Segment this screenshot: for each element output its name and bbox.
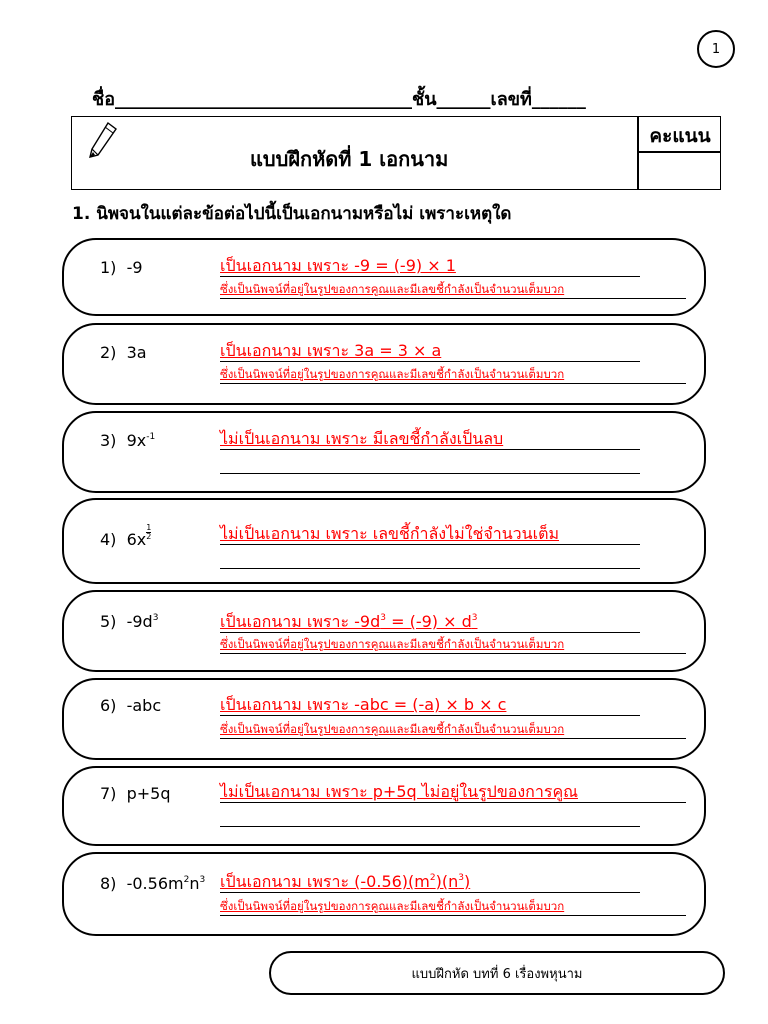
page-number: 1 <box>697 30 735 68</box>
answer-line: ไม่เป็นเอกนาม เพราะ เลขชี้กำลังไม่ใช่จำนวนเต็ม <box>220 524 640 545</box>
worksheet-header <box>71 116 721 190</box>
answer-item <box>62 590 706 672</box>
question-text: 1. นิพจนในแต่ละข้อต่อไปนี้เป็นเอกนามหรือไม่ เพราะเหตุใด <box>72 204 512 224</box>
reason-line: ซึ่งเป็นนิพจน์ที่อยู่ในรูปของการคูณและมีเลขชี้กำลังเป็นจำนวนเต็มบวก <box>220 898 686 916</box>
item-expression: 4) 6x $\frac{1}{2}$ <box>100 523 152 549</box>
reason-line: ซึ่งเป็นนิพจน์ที่อยู่ในรูปของการคูณและมีเลขชี้กำลังเป็นจำนวนเต็มบวก <box>220 721 686 739</box>
answer-line: ไม่เป็นเอกนาม เพราะ มีเลขชี้กำลังเป็นลบ <box>220 429 640 450</box>
answer-item <box>62 323 706 405</box>
answer-line: เป็นเอกนาม เพราะ -9 = (-9) × 1 <box>220 256 640 277</box>
item-expression: 2) 3a <box>100 343 147 362</box>
header-divider <box>637 117 639 189</box>
worksheet-title: แบบฝึกหัดที่ 1 เอกนาม <box>250 147 449 171</box>
answer-line: ไม่เป็นเอกนาม เพราะ p+5q ไม่อยู่ในรูปของการคูณ <box>220 782 686 803</box>
answer-line: เป็นเอกนาม เพราะ $-9d^3 = (-9) \times d^3$ <box>220 612 640 633</box>
answer-item <box>62 498 706 584</box>
score-divider <box>637 151 721 153</box>
answer-item <box>62 411 706 493</box>
fraction-exponent: $\frac{1}{2}$ <box>146 523 152 541</box>
reason-line: ซึ่งเป็นนิพจน์ที่อยู่ในรูปของการคูณและมีเลขชี้กำลังเป็นจำนวนเต็มบวก <box>220 281 686 299</box>
answer-item <box>62 678 706 760</box>
answer-item <box>62 766 706 846</box>
answer-line: เป็นเอกนาม เพราะ 3a = 3 × a <box>220 341 640 362</box>
blank-line <box>220 809 640 827</box>
item-expression: 1) -9 <box>100 258 143 277</box>
item-expression: 6) -abc <box>100 696 162 715</box>
pencil-icon <box>86 121 118 159</box>
item-expression: 7) p+5q <box>100 784 171 803</box>
item-expression: 8) $-0.56m^2n^3$ <box>100 874 206 893</box>
score-label: คะแนน <box>649 125 711 147</box>
answer-item <box>62 852 706 936</box>
reason-line: ซึ่งเป็นนิพจน์ที่อยู่ในรูปของการคูณและมีเลขชี้กำลังเป็นจำนวนเต็มบวก <box>220 366 686 384</box>
answer-line: เป็นเอกนาม เพราะ -abc = (-a) × b × c <box>220 695 640 716</box>
chapter-footer: แบบฝึกหัด บทที่ 6 เรื่องพหุนาม <box>269 951 725 995</box>
blank-line <box>220 456 640 474</box>
reason-line: ซึ่งเป็นนิพจน์ที่อยู่ในรูปของการคูณและมีเลขชี้กำลังเป็นจำนวนเต็มบวก <box>220 636 686 654</box>
item-expression: 5) $-9d^3$ <box>100 612 159 631</box>
item-expression: 3) $9x^{-1}$ <box>100 431 156 450</box>
answer-line: เป็นเอกนาม เพราะ $(-0.56)(m^2)(n^3)$ <box>220 872 640 893</box>
student-info-line: ชื่อ_________________________________ชั้น______เลขที่______ <box>92 89 586 110</box>
blank-line <box>220 551 640 569</box>
answer-item <box>62 238 706 316</box>
